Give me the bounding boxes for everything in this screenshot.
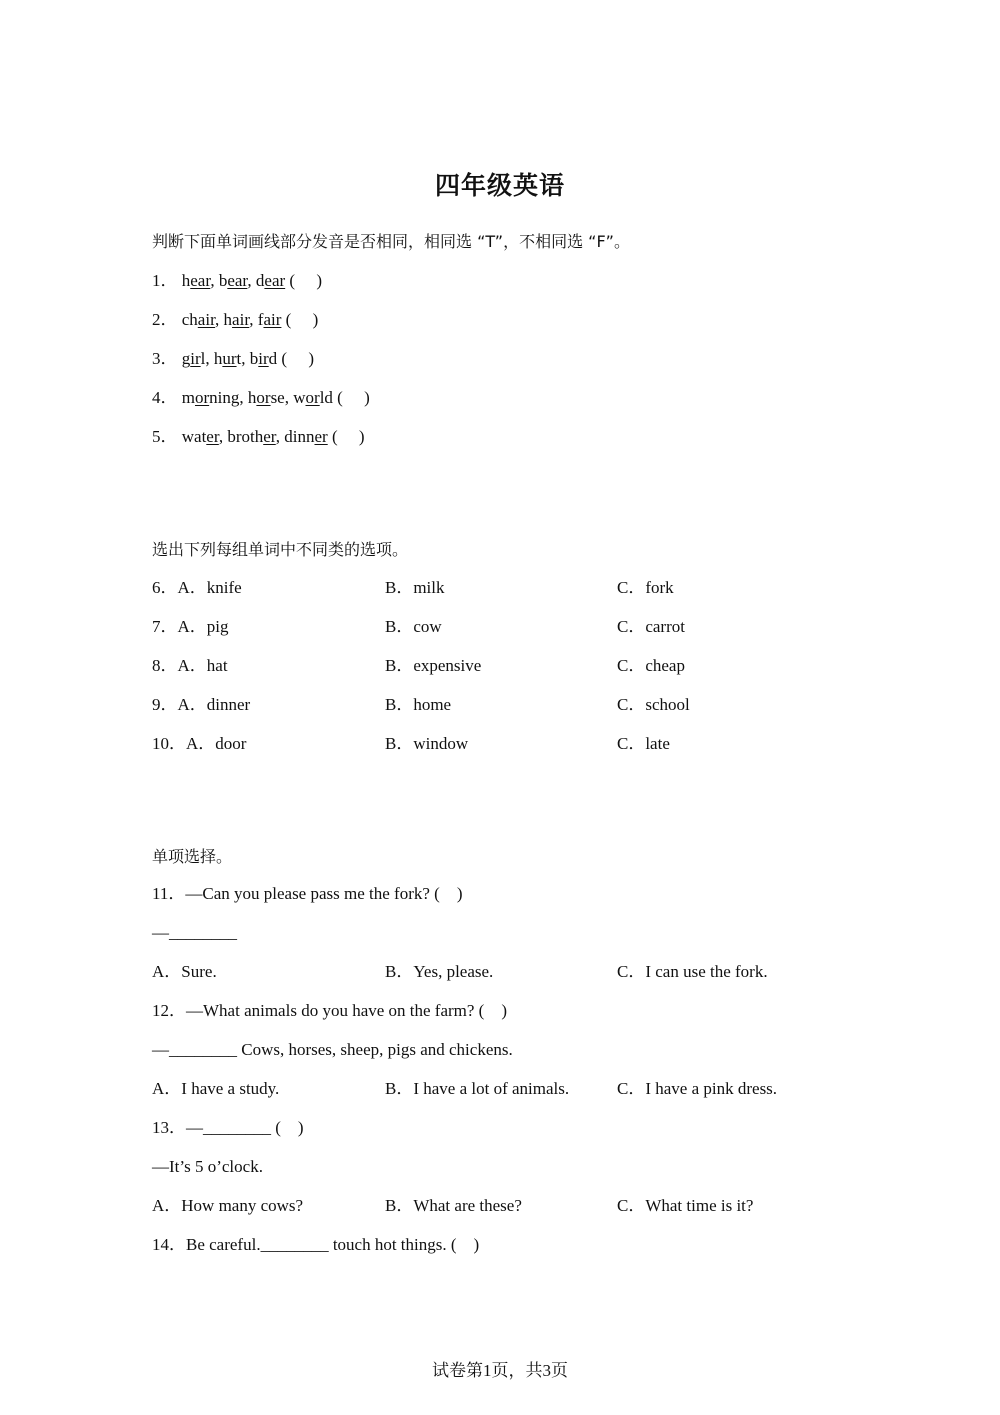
underlined-part: er	[206, 427, 219, 446]
question-13-option-b[interactable]: B．What are these?	[385, 1196, 522, 1215]
question-7-option-b[interactable]: B．cow	[385, 617, 442, 636]
answer-blank[interactable]: ( )	[281, 310, 319, 329]
question-12: 12．—What animals do you have on the farm? ( )	[152, 1001, 508, 1020]
question-11: 11．—Can you please pass me the fork? ( )	[152, 884, 463, 903]
underlined-part: ear	[190, 271, 211, 290]
question-13-option-c[interactable]: C．What time is it?	[617, 1196, 754, 1215]
question-14: 14．Be careful.________ touch hot things. ( )	[152, 1235, 480, 1254]
question-12-option-c[interactable]: C．I have a pink dress.	[617, 1079, 778, 1098]
question-12-option-b[interactable]: B．I have a lot of animals.	[385, 1079, 570, 1098]
question-10-option-b[interactable]: B．window	[385, 734, 469, 753]
underlined-part: or	[194, 388, 210, 407]
question-6-option-b[interactable]: B．milk	[385, 578, 445, 597]
question-13: 13．—________ ( )	[152, 1118, 304, 1137]
question-9-option-a[interactable]: 9．A．dinner	[152, 695, 251, 714]
underlined-part: ur	[222, 349, 237, 368]
underlined-part: or	[256, 388, 271, 407]
underlined-part: air	[197, 310, 216, 329]
question-1: 1． hear, bear, dear ( )	[152, 271, 322, 290]
underlined-part: ear	[227, 271, 248, 290]
page-footer: 试卷第1页，共3页	[432, 1361, 568, 1380]
underlined-part: er	[314, 427, 328, 446]
question-5: 5． water, brother, dinner ( )	[152, 427, 365, 446]
question-11-option-a[interactable]: A．Sure.	[152, 962, 217, 981]
question-8-option-b[interactable]: B．expensive	[385, 656, 482, 675]
question-10-option-a[interactable]: 10．A．door	[152, 734, 247, 753]
question-4: 4． morning, horse, world ( )	[152, 388, 370, 407]
question-11-option-c[interactable]: C．I can use the fork.	[617, 962, 768, 981]
question-7-option-a[interactable]: 7．A．pig	[152, 617, 229, 636]
question-3: 3． girl, hurt, bird ( )	[152, 349, 314, 368]
underlined-part: air	[263, 310, 282, 329]
question-8-option-c[interactable]: C．cheap	[617, 656, 685, 675]
question-13-option-a[interactable]: A．How many cows?	[152, 1196, 304, 1215]
question-number: 1．	[152, 271, 178, 290]
question-number: 2．	[152, 310, 178, 329]
question-11-dialogue: —________	[152, 923, 237, 942]
answer-blank[interactable]: ( )	[332, 388, 370, 407]
question-13-dialogue: —It’s 5 o’clock.	[152, 1157, 263, 1176]
question-12-dialogue: —________ Cows, horses, sheep, pigs and chickens.	[152, 1040, 513, 1059]
question-8-option-a[interactable]: 8．A．hat	[152, 656, 228, 675]
question-2: 2． chair, hair, fair ( )	[152, 310, 319, 329]
underlined-part: ir	[190, 349, 201, 368]
question-6-option-c[interactable]: C．fork	[617, 578, 674, 597]
question-number: 3．	[152, 349, 178, 368]
answer-blank[interactable]: ( )	[277, 349, 314, 368]
underlined-part: ir	[258, 349, 269, 368]
underlined-part: or	[305, 388, 320, 407]
answer-blank[interactable]: ( )	[327, 427, 365, 446]
question-number: 5．	[152, 427, 178, 446]
answer-blank[interactable]: ( )	[285, 271, 322, 290]
question-6-option-a[interactable]: 6．A．knife	[152, 578, 242, 597]
page-title: 四年级英语	[434, 171, 565, 200]
question-9-option-c[interactable]: C．school	[617, 695, 690, 714]
question-number: 4．	[152, 388, 178, 407]
section1-instruction: 判断下面单词画线部分发音是否相同，相同选 “T”，不相同选 “F”。	[152, 232, 630, 251]
question-12-option-a[interactable]: A．I have a study.	[152, 1079, 280, 1098]
section3-instruction: 单项选择。	[152, 847, 233, 866]
question-9-option-b[interactable]: B．home	[385, 695, 452, 714]
question-7-option-c[interactable]: C．carrot	[617, 617, 685, 636]
underlined-part: er	[263, 427, 276, 446]
question-11-option-b[interactable]: B．Yes, please.	[385, 962, 494, 981]
question-10-option-c[interactable]: C．late	[617, 734, 670, 753]
underlined-part: ear	[264, 271, 286, 290]
underlined-part: air	[232, 310, 250, 329]
section2-instruction: 选出下列每组单词中不同类的选项。	[152, 540, 409, 559]
